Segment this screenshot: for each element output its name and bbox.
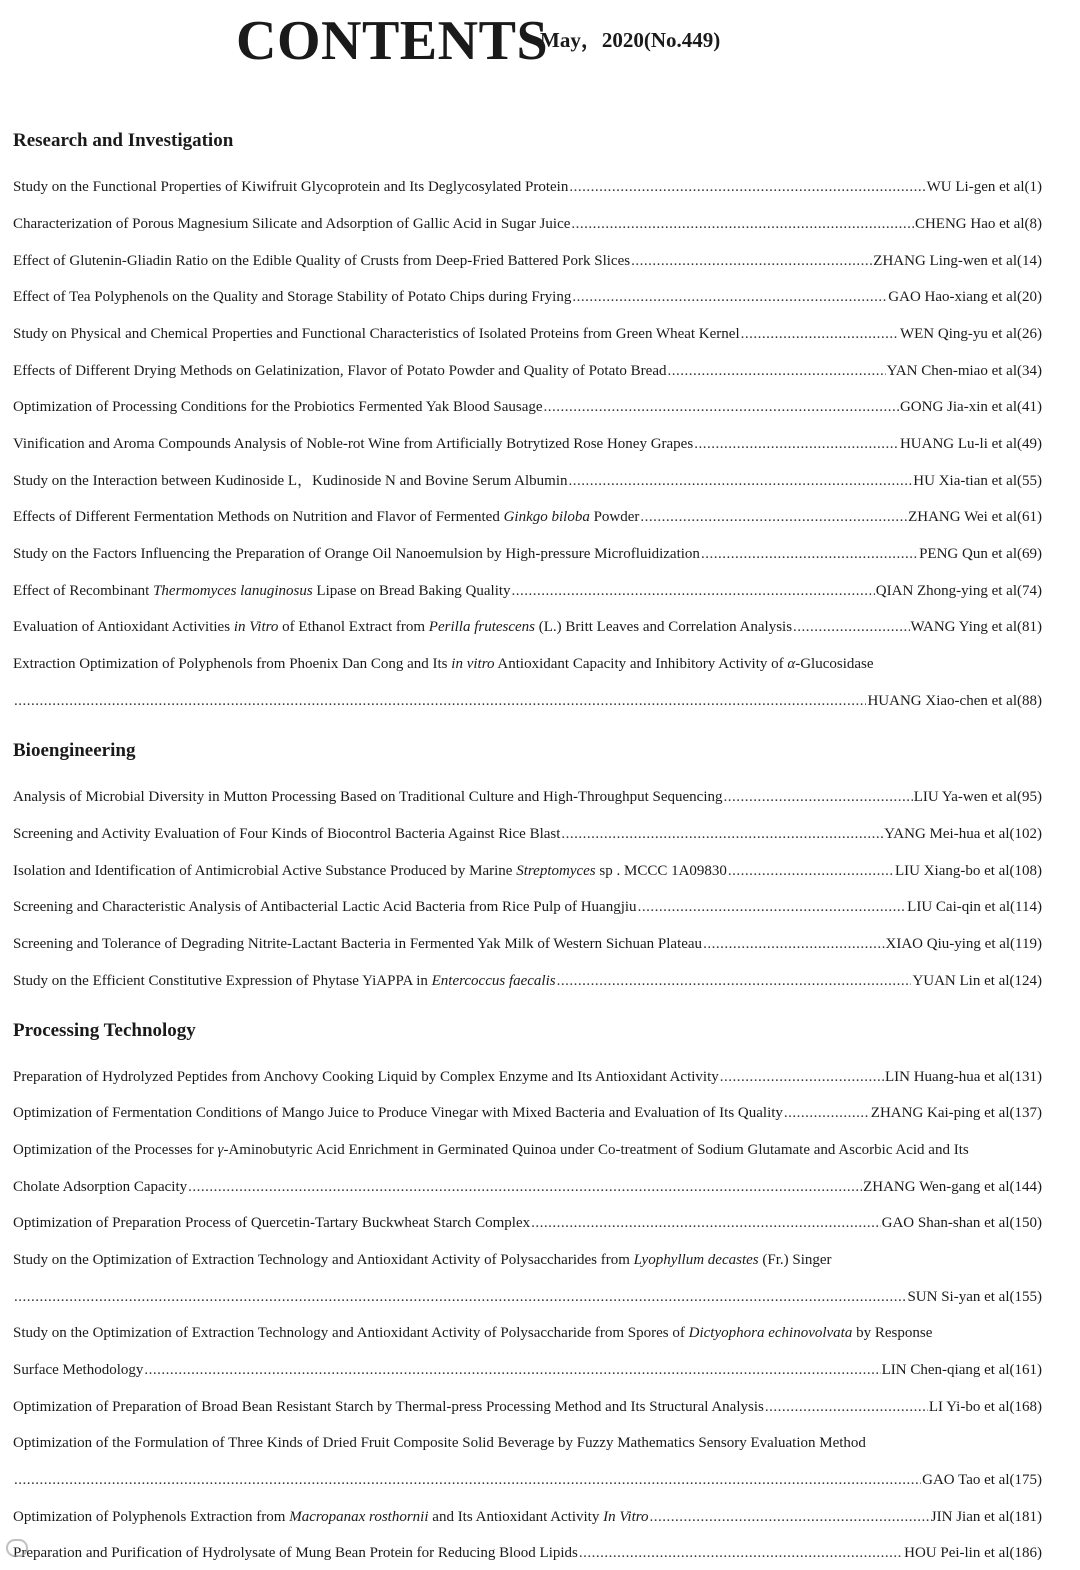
entry-author: LIU Ya-wen et al(95) [913, 789, 1042, 805]
toc-entry[interactable] [13, 896, 1042, 918]
toc-entry[interactable] [13, 506, 1042, 528]
toc-entry-line1[interactable]: Extraction Optimization of Polyphenols from Phoenix Dan Cong and Its in vitro Antioxidant Capacity and Inhibitory Activity of α-Glucosidase [13, 656, 874, 672]
leader-dots [701, 543, 918, 565]
entry-author: WEN Qing-yu et al(26) [899, 326, 1042, 342]
leader-dots [650, 1506, 930, 1528]
entry-title: Optimization of Preparation Process of Quercetin-Tartary Buckwheat Starch Complex [13, 1215, 531, 1231]
entry-author: YAN Chen-miao et al(34) [886, 363, 1042, 379]
entry-title: Study on the Functional Properties of Kiwifruit Glycoprotein and Its Deglycosylated Protein [13, 179, 569, 195]
toc-entry[interactable] [13, 286, 1042, 308]
toc-entry[interactable] [13, 1212, 1042, 1234]
leader-dots [724, 786, 913, 808]
leader-dots [793, 616, 909, 638]
entry-title: Screening and Characteristic Analysis of Antibacterial Lactic Acid Bacteria from Rice Pulp of Huangjiu [13, 899, 637, 915]
toc-entry[interactable] [13, 470, 1042, 492]
entry-author: YANG Mei-hua et al(102) [884, 826, 1042, 842]
entry-author: ZHANG Kai-ping et al(137) [870, 1105, 1042, 1121]
leader-dots [694, 433, 899, 455]
toc-entry[interactable] [13, 860, 1042, 882]
entry-title: Effect of Recombinant Thermomyces lanuginosus Lipase on Bread Baking Quality [13, 583, 511, 599]
toc-entry[interactable] [13, 823, 1042, 845]
toc-entry[interactable] [13, 1102, 1042, 1124]
toc-entry[interactable] [13, 1066, 1042, 1088]
entry-author: GONG Jia-xin et al(41) [899, 399, 1042, 415]
entry-title: Effect of Glutenin-Gliadin Ratio on the Edible Quality of Crusts from Deep-Fried Battered Pork Slices [13, 253, 631, 269]
toc-entry[interactable] [13, 616, 1042, 638]
entry-title: Cholate Adsorption Capacity [13, 1179, 188, 1195]
toc-entry[interactable] [13, 1396, 1042, 1418]
entry-title: Study on the Efficient Constitutive Expression of Phytase YiAPPA in Entercoccus faecalis [13, 973, 556, 989]
toc-entry-line2[interactable] [13, 690, 1042, 712]
toc-entry[interactable] [13, 1542, 1042, 1564]
entry-author: GAO Tao et al(175) [922, 1472, 1042, 1488]
entry-title: Effects of Different Fermentation Methods on Nutrition and Flavor of Fermented Ginkgo biloba Powder [13, 509, 640, 525]
toc-entry-line1[interactable]: Optimization of the Formulation of Three Kinds of Dried Fruit Composite Solid Beverage by Fuzzy Mathematics Sensory Evaluation Method [13, 1435, 866, 1451]
entry-title: Characterization of Porous Magnesium Silicate and Adsorption of Gallic Acid in Sugar Juice [13, 216, 571, 232]
leader-dots [512, 580, 875, 602]
leader-dots [188, 1176, 862, 1198]
toc-entry[interactable] [13, 580, 1042, 602]
toc-entry-line1[interactable]: Optimization of the Processes for γ-Aminobutyric Acid Enrichment in Germinated Quinoa under Co-treatment of Sodium Glutamate and Ascorbic Acid and Its [13, 1142, 969, 1158]
leader-dots [14, 1469, 921, 1491]
entry-author: JIN Jian et al(181) [930, 1509, 1042, 1525]
toc-entry[interactable] [13, 213, 1042, 235]
leader-dots [572, 286, 887, 308]
watermark [6, 1536, 144, 1560]
toc-entry[interactable] [13, 250, 1042, 272]
entry-title: Optimization of Processing Conditions for the Probiotics Fermented Yak Blood Sausage [13, 399, 543, 415]
leader-dots [14, 690, 866, 712]
toc-entry[interactable] [13, 1506, 1042, 1528]
toc-entry-line1[interactable]: Study on the Optimization of Extraction Technology and Antioxidant Activity of Polysaccharides from Lyophyllum decastes (Fr.) Singer [13, 1252, 832, 1268]
leader-dots [667, 360, 885, 382]
leader-dots [638, 896, 907, 918]
toc-entry[interactable] [13, 176, 1042, 198]
toc-entry-line1[interactable]: Study on the Optimization of Extraction Technology and Antioxidant Activity of Polysaccharide from Spores of Dictyophora echinovolvata by Response [13, 1325, 933, 1341]
toc-entry-line2[interactable] [13, 1359, 1042, 1381]
watermark-logo-icon [6, 1539, 28, 1557]
toc-entry[interactable] [13, 786, 1042, 808]
entry-author: CHENG Hao et al(8) [914, 216, 1042, 232]
entry-title: Isolation and Identification of Antimicrobial Active Substance Produced by Marine Streptomyces sp . MCCC 1A09830 [13, 863, 727, 879]
entry-title: Study on the Interaction between Kudinoside L，Kudinoside N and Bovine Serum Albumin [13, 473, 568, 489]
entry-title: Screening and Tolerance of Degrading Nitrite-Lactant Bacteria in Fermented Yak Milk of Western Sichuan Plateau [13, 936, 703, 952]
leader-dots [561, 823, 883, 845]
entry-title: Optimization of Polyphenols Extraction from Macropanax rosthornii and Its Antioxidant Activity In Vitro [13, 1509, 649, 1525]
toc-entry[interactable] [13, 433, 1042, 455]
entry-author: GAO Shan-shan et al(150) [881, 1215, 1042, 1231]
entry-title: Study on Physical and Chemical Properties and Functional Characteristics of Isolated Proteins from Green Wheat Kernel [13, 326, 740, 342]
entry-title: Optimization of Preparation of Broad Bean Resistant Starch by Thermal-press Processing Method and Its Structural Analysis [13, 1399, 764, 1415]
contents-heading: CONTENTS [236, 10, 549, 72]
entry-title: Study on the Factors Influencing the Preparation of Orange Oil Nanoemulsion by High-pressure Microfluidization [13, 546, 700, 562]
entry-title: Surface Methodology [13, 1362, 144, 1378]
leader-dots [531, 1212, 880, 1234]
entry-author: SUN Si-yan et al(155) [907, 1289, 1042, 1305]
entry-author: HU Xia-tian et al(55) [913, 473, 1042, 489]
entry-author: LIN Chen-qiang et al(161) [881, 1362, 1042, 1378]
toc-entry[interactable] [13, 396, 1042, 418]
entry-author: PENG Qun et al(69) [919, 546, 1042, 562]
leader-dots [741, 323, 899, 345]
entry-author: LIN Huang-hua et al(131) [884, 1069, 1042, 1085]
entry-author: LIU Xiang-bo et al(108) [894, 863, 1042, 879]
leader-dots [579, 1542, 903, 1564]
entry-author: ZHANG Wei et al(61) [908, 509, 1042, 525]
leader-dots [144, 1359, 880, 1381]
entry-title: Preparation and Purification of Hydrolysate of Mung Bean Protein for Reducing Blood Lipids [13, 1545, 578, 1561]
entry-title: Optimization of Fermentation Conditions of Mango Juice to Produce Vinegar with Mixed Bacteria and Evaluation of Its Quality [13, 1105, 783, 1121]
toc-entry-line2[interactable] [13, 1176, 1042, 1198]
toc-entry[interactable] [13, 970, 1042, 992]
leader-dots [631, 250, 872, 272]
leader-dots [569, 176, 925, 198]
entry-title: Preparation of Hydrolyzed Peptides from Anchovy Cooking Liquid by Complex Enzyme and Its Antioxidant Activity [13, 1069, 719, 1085]
entry-author: GAO Hao-xiang et al(20) [888, 289, 1042, 305]
entry-title: Screening and Activity Evaluation of Four Kinds of Biocontrol Bacteria Against Rice Blast [13, 826, 561, 842]
entry-title: Effect of Tea Polyphenols on the Quality and Storage Stability of Potato Chips during Frying [13, 289, 572, 305]
entry-author: WU Li-gen et al(1) [926, 179, 1042, 195]
leader-dots [557, 970, 912, 992]
entry-author: LIU Cai-qin et al(114) [907, 899, 1042, 915]
entry-author: WANG Ying et al(81) [910, 619, 1042, 635]
leader-dots [14, 1286, 906, 1308]
entry-author: HUANG Lu-li et al(49) [899, 436, 1042, 452]
section-title-bioengineering: Bioengineering [13, 740, 136, 761]
entry-title: Effects of Different Drying Methods on Gelatinization, Flavor of Potato Powder and Quality of Potato Bread [13, 363, 667, 379]
toc-entry[interactable] [13, 323, 1042, 345]
leader-dots [720, 1066, 884, 1088]
leader-dots [784, 1102, 870, 1124]
section-title-research: Research and Investigation [13, 130, 234, 151]
entry-title: Analysis of Microbial Diversity in Mutton Processing Based on Traditional Culture and High-Throughput Sequencing [13, 789, 723, 805]
leader-dots [703, 933, 884, 955]
leader-dots [544, 396, 899, 418]
leader-dots [765, 1396, 928, 1418]
toc-entry[interactable] [13, 360, 1042, 382]
entry-author: LI Yi-bo et al(168) [928, 1399, 1042, 1415]
entry-author: HOU Pei-lin et al(186) [904, 1545, 1042, 1561]
leader-dots [569, 470, 913, 492]
entry-author: XIAO Qiu-ying et al(119) [885, 936, 1042, 952]
leader-dots [640, 506, 907, 528]
toc-entry-line2[interactable] [13, 1286, 1042, 1308]
leader-dots [728, 860, 894, 882]
entry-author: ZHANG Ling-wen et al(14) [873, 253, 1042, 269]
toc-entry[interactable] [13, 933, 1042, 955]
entry-title: Vinification and Aroma Compounds Analysis of Noble-rot Wine from Artificially Botrytized Rose Honey Grapes [13, 436, 694, 452]
entry-author: ZHANG Wen-gang et al(144) [863, 1179, 1042, 1195]
entry-title: Evaluation of Antioxidant Activities in Vitro of Ethanol Extract from Perilla frutescens (L.) Britt Leaves and Correlation Analysis [13, 619, 793, 635]
toc-entry[interactable] [13, 543, 1042, 565]
issue-date: May，2020(No.449) [540, 28, 721, 52]
section-title-processing: Processing Technology [13, 1020, 196, 1041]
entry-author: HUANG Xiao-chen et al(88) [867, 693, 1042, 709]
entry-author: QIAN Zhong-ying et al(74) [875, 583, 1042, 599]
toc-entry-line2[interactable] [13, 1469, 1042, 1491]
leader-dots [571, 213, 914, 235]
entry-author: YUAN Lin et al(124) [912, 973, 1042, 989]
